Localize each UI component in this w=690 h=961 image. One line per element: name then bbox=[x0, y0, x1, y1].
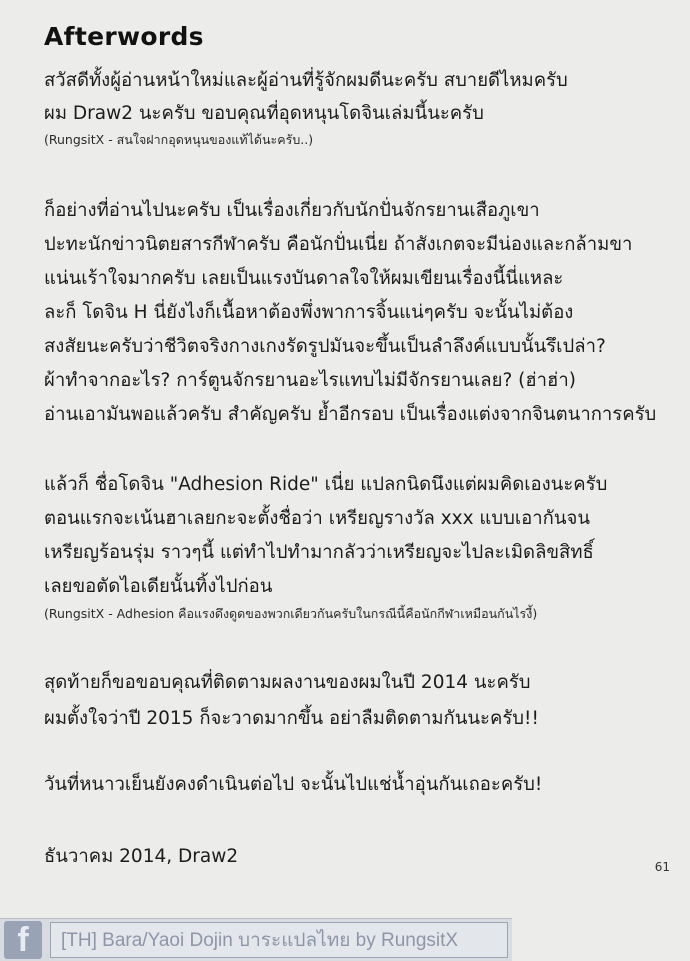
text-line: ผมตั้งใจว่าปี 2015 ก็จะวาดมากขึ้น อย่าลืมติดตามกันนะครับ!! bbox=[44, 708, 539, 729]
text-line: สงสัยนะครับว่าชีวิตจริงกางเกงรัดรูปมันจะขึ้นเป็นลำลึงค์แบบนั้นรึเปล่า? bbox=[44, 336, 606, 357]
text-line: แล้วก็ ชื่อโดจิน "Adhesion Ride" เนี่ย แปลกนิดนึงแต่ผมคิดเองนะครับ bbox=[44, 474, 608, 495]
text-line: สุดท้ายก็ขอขอบคุณที่ติดตามผลงานของผมในปี 2014 นะครับ bbox=[44, 672, 531, 693]
watermark-banner bbox=[0, 918, 512, 961]
facebook-icon: f bbox=[4, 921, 42, 959]
text-line: ละก็ โดจิน H นี่ยังไงก็เนื้อหาต้องพึ่งพาการจิ้นแน่ๆครับ จะนั้นไม่ต้อง bbox=[44, 302, 574, 323]
text-line: เลยขอตัดไอเดียนั้นทิ้งไปก่อน bbox=[44, 576, 273, 597]
text-line: ตอนแรกจะเน้นฮาเลยกะจะตั้งชื่อว่า เหรียญรางวัล xxx แบบเอากันจน bbox=[44, 508, 591, 529]
watermark-label-box bbox=[50, 922, 508, 958]
text-line: ผ้าทำจากอะไร? การ์ตูนจักรยานอะไรแทบไม่มีจักรยานเลย? (ฮ่าฮ่า) bbox=[44, 370, 576, 391]
page-number: 61 bbox=[654, 860, 670, 874]
text-line: สวัสดีทั้งผู้อ่านหน้าใหม่และผู้อ่านที่รู้จักผมดีนะครับ สบายดีไหมครับ bbox=[44, 70, 568, 91]
text-line: ก็อย่างที่อ่านไปนะครับ เป็นเรื่องเกี่ยวกับนักปั่นจักรยานเสือภูเขา bbox=[44, 200, 540, 221]
translator-note: (RungsitX - Adhesion คือแรงดึงดูดของพวกเดียวกันครับในกรณีนี้คือนักกีฬาเหมือนกันไรงี้) bbox=[44, 606, 538, 621]
text-line: วันที่หนาวเย็นยังคงดำเนินต่อไป จะนั้นไปแช่น้ำอุ่นกันเถอะครับ! bbox=[44, 774, 543, 795]
text-line: เหรียญร้อนรุ่ม ราวๆนี้ แต่ทำไปทำมากลัวว่าเหรียญจะไปละเมิดลิขสิทธิ์ bbox=[44, 542, 594, 563]
text-line: แน่นเร้าใจมากครับ เลยเป็นแรงบันดาลใจให้ผมเขียนเรื่องนี้นี่แหละ bbox=[44, 268, 564, 289]
text-line: ปะทะนักข่าวนิตยสารกีฬาครับ คือนักปั่นเนี่ย ถ้าสังเกตจะมีน่องและกล้ามขา bbox=[44, 234, 633, 255]
translator-note: (RungsitX - สนใจฝากอุดหนุนของแท้ได้นะครับ..) bbox=[44, 132, 314, 147]
signature-line: ธันวาคม 2014, Draw2 bbox=[44, 846, 239, 867]
text-line: อ่านเอามันพอแล้วครับ สำคัญครับ ย้ำอีกรอบ เป็นเรื่องแต่งจากจินตนาการครับ bbox=[44, 404, 657, 425]
text-line: ผม Draw2 นะครับ ขอบคุณที่อุดหนุนโดจินเล่มนี้นะครับ bbox=[44, 103, 484, 124]
watermark-text: [TH] Bara/Yaoi Dojin บาระแปลไทย by RungsitX bbox=[61, 930, 459, 951]
page-title: Afterwords bbox=[44, 22, 204, 51]
